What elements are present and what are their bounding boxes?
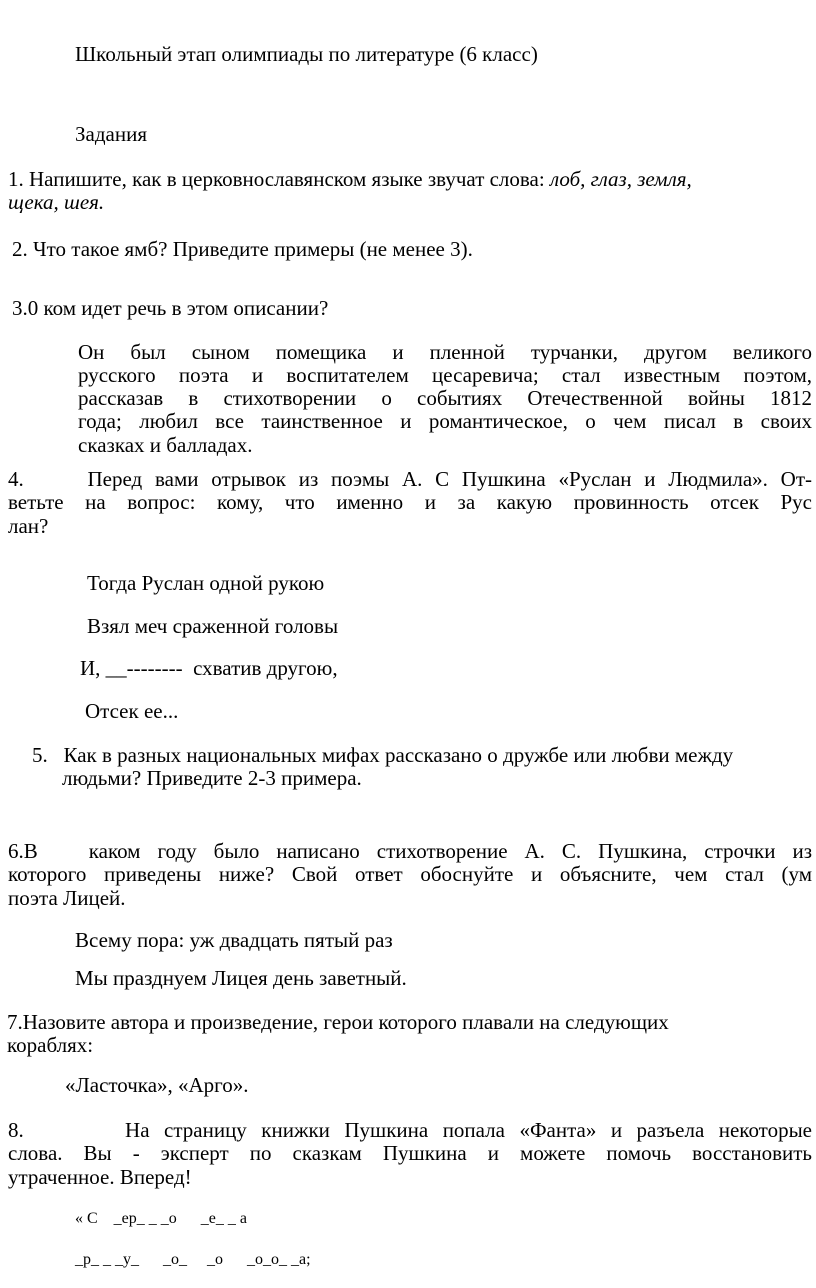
verse-line: Взял меч сраженной головы (87, 614, 339, 638)
description-line: сказках и балладах. (78, 433, 253, 457)
tasks-heading: Задания (75, 122, 147, 146)
question-5-continued: людьми? Приведите 2-3 примера. (62, 766, 362, 790)
question-8-line: 8. На страницу книжки Пушкина попала «Фанта» и разъела некоторые (8, 1118, 812, 1142)
question-1-words-continued: щека, шея. (8, 190, 105, 214)
question-1 (8, 167, 692, 191)
verse-line: Всему пора: уж двадцать пятый раз (75, 928, 393, 952)
question-4-line: ветьте на вопрос: кому, что именно и за какую провинность отсек Рус (8, 490, 812, 514)
question-4-line: 4. Перед вами отрывок из поэмы А. С Пушкина «Руслан и Людмила». От- (8, 467, 812, 491)
question-7-continued: кораблях: (7, 1033, 94, 1057)
verse-line: Мы празднуем Лицея день заветный. (75, 966, 407, 990)
verse-line: Тогда Руслан одной рукою (87, 571, 325, 595)
question-1-words: лоб, глаз, земля, (549, 167, 692, 191)
question-7-ships: «Ласточка», «Арго». (65, 1073, 249, 1097)
description-line: Он был сыном помещика и пленной турчанки, другом великого (78, 340, 812, 364)
description-line: рассказав в стихотворении о событиях Отечественной войны 1812 (78, 386, 812, 410)
question-1-text: 1. Напишите, как в церковнославянском языке звучат слова: (8, 167, 550, 191)
question-6-line: которого приведены ниже? Свой ответ обоснуйте и объясните, чем стал (ум (8, 862, 812, 886)
question-7: 7.Назовите автора и произведение, герои которого плавали на следующих (7, 1010, 669, 1034)
question-8-line: слова. Вы - эксперт по сказкам Пушкина и можете помочь восстановить (8, 1141, 812, 1165)
description-line: русского поэта и воспитателем цесаревича; стал известным поэтом, (78, 363, 812, 387)
question-3: 3.0 ком идет речь в этом описании? (12, 296, 329, 320)
verse-line: И, __-------- схватив другою, (80, 656, 338, 680)
question-6-line: поэта Лицей. (8, 886, 126, 910)
question-5: 5. Как в разных национальных мифах рассказано о дружбе или любви между (32, 743, 734, 767)
description-line: года; любил все таинственное и романтическое, о чем писал в своих (78, 409, 812, 433)
verse-line: Отсек ее... (85, 699, 179, 723)
puzzle-line: « С _ер_ _ _о _е_ _ а (75, 1210, 247, 1227)
question-2: 2. Что такое ямб? Приведите примеры (не менее 3). (12, 237, 473, 261)
puzzle-line: _р_ _ _у_ _о_ _о _о_о_ _а; (75, 1251, 311, 1268)
question-8-line: утраченное. Вперед! (8, 1165, 192, 1189)
question-4-line: лан? (8, 514, 49, 538)
page-title: Школьный этап олимпиады по литературе (6 класс) (75, 42, 538, 66)
question-6-line: 6.В каком году было написано стихотворение А. С. Пушкина, строчки из (8, 839, 812, 863)
